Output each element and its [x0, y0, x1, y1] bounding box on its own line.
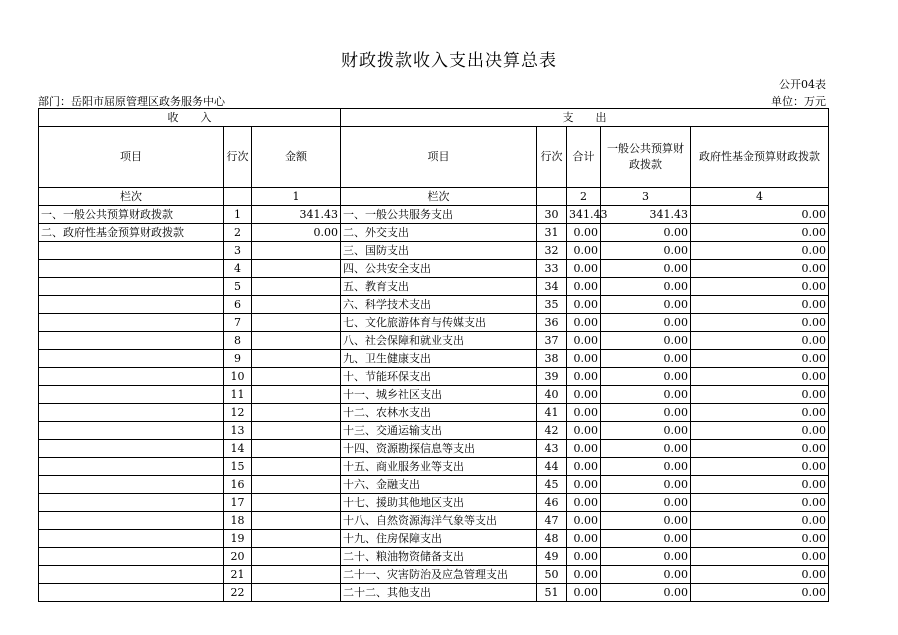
table-row	[39, 476, 829, 494]
total-cell: 0.00	[567, 494, 601, 512]
general-budget-cell: 0.00	[601, 296, 691, 314]
total-cell: 0.00	[567, 476, 601, 494]
income-item-cell	[39, 530, 224, 548]
expense-row-no-cell: 31	[537, 224, 567, 242]
expense-item-cell: 二十二、其他支出	[341, 584, 537, 602]
fund-budget-header: 政府性基金预算财政拨款	[691, 127, 829, 188]
total-cell: 0.00	[567, 332, 601, 350]
total-cell: 0.00	[567, 242, 601, 260]
expense-item-cell: 十、节能环保支出	[341, 368, 537, 386]
fund-budget-cell: 0.00	[691, 332, 829, 350]
table-row	[39, 332, 829, 350]
total-cell: 0.00	[567, 314, 601, 332]
fund-column-number: 4	[691, 188, 829, 206]
income-amount-cell	[252, 314, 341, 332]
total-cell: 0.00	[567, 566, 601, 584]
income-column-number: 1	[252, 188, 341, 206]
fund-budget-cell: 0.00	[691, 368, 829, 386]
income-item-cell	[39, 404, 224, 422]
general-budget-cell: 0.00	[601, 386, 691, 404]
total-cell: 0.00	[567, 458, 601, 476]
expense-item-cell: 二、外交支出	[341, 224, 537, 242]
fund-budget-cell: 0.00	[691, 242, 829, 260]
income-item-cell	[39, 260, 224, 278]
general-budget-cell: 0.00	[601, 332, 691, 350]
general-budget-cell: 0.00	[601, 548, 691, 566]
income-item-cell	[39, 332, 224, 350]
income-amount-cell: 341.43	[252, 206, 341, 224]
total-cell: 0.00	[567, 350, 601, 368]
general-column-number: 3	[601, 188, 691, 206]
expense-item-header: 项目	[341, 127, 537, 188]
fund-budget-cell: 0.00	[691, 404, 829, 422]
income-amount-cell	[252, 584, 341, 602]
expense-item-cell: 十六、金融支出	[341, 476, 537, 494]
table-row	[39, 530, 829, 548]
income-row-no-cell: 18	[224, 512, 252, 530]
income-row-no-cell: 4	[224, 260, 252, 278]
expense-row-no-cell: 47	[537, 512, 567, 530]
income-row-no-cell: 6	[224, 296, 252, 314]
expense-item-cell: 二十一、灾害防治及应急管理支出	[341, 566, 537, 584]
expense-column-label: 栏次	[341, 188, 537, 206]
empty-cell	[537, 188, 567, 206]
fund-budget-cell: 0.00	[691, 566, 829, 584]
fund-budget-cell: 0.00	[691, 224, 829, 242]
fund-budget-cell: 0.00	[691, 512, 829, 530]
expense-item-cell: 一、一般公共服务支出	[341, 206, 537, 224]
expense-item-cell: 十三、交通运输支出	[341, 422, 537, 440]
income-item-cell	[39, 548, 224, 566]
form-code: 公开04表	[779, 78, 826, 91]
income-row-no-cell: 19	[224, 530, 252, 548]
general-budget-cell: 0.00	[601, 368, 691, 386]
general-budget-cell: 0.00	[601, 314, 691, 332]
income-amount-cell	[252, 278, 341, 296]
fund-budget-cell: 0.00	[691, 314, 829, 332]
expense-row-no-cell: 43	[537, 440, 567, 458]
total-cell: 0.00	[567, 296, 601, 314]
table-row	[39, 206, 829, 224]
table-row	[39, 224, 829, 242]
income-item-cell: 二、政府性基金预算财政拨款	[39, 224, 224, 242]
expense-row-no-cell: 51	[537, 584, 567, 602]
income-amount-cell	[252, 476, 341, 494]
fund-budget-cell: 0.00	[691, 548, 829, 566]
income-amount-cell	[252, 404, 341, 422]
fund-budget-cell: 0.00	[691, 458, 829, 476]
expense-item-cell: 十一、城乡社区支出	[341, 386, 537, 404]
table-row	[39, 512, 829, 530]
general-budget-cell: 0.00	[601, 584, 691, 602]
expense-row-no-header: 行次	[537, 127, 567, 188]
general-budget-cell: 0.00	[601, 260, 691, 278]
expense-item-cell: 十七、援助其他地区支出	[341, 494, 537, 512]
income-row-no-cell: 11	[224, 386, 252, 404]
empty-cell	[224, 188, 252, 206]
income-amount-cell	[252, 530, 341, 548]
expense-row-no-cell: 46	[537, 494, 567, 512]
general-budget-cell: 0.00	[601, 224, 691, 242]
expense-row-no-cell: 48	[537, 530, 567, 548]
income-amount-cell	[252, 440, 341, 458]
income-item-cell	[39, 242, 224, 260]
income-item-cell	[39, 476, 224, 494]
department-label: 部门：岳阳市屈原管理区政务服务中心	[38, 95, 225, 108]
income-amount-cell	[252, 350, 341, 368]
income-amount-cell	[252, 422, 341, 440]
expense-row-no-cell: 41	[537, 404, 567, 422]
expense-row-no-cell: 40	[537, 386, 567, 404]
fund-budget-cell: 0.00	[691, 296, 829, 314]
expense-item-cell: 十二、农林水支出	[341, 404, 537, 422]
total-column-number: 2	[567, 188, 601, 206]
fund-budget-cell: 0.00	[691, 260, 829, 278]
income-row-no-cell: 16	[224, 476, 252, 494]
expense-row-no-cell: 30	[537, 206, 567, 224]
fund-budget-cell: 0.00	[691, 440, 829, 458]
income-row-no-cell: 8	[224, 332, 252, 350]
income-amount-cell	[252, 332, 341, 350]
income-item-cell	[39, 314, 224, 332]
income-row-no-cell: 15	[224, 458, 252, 476]
income-amount-cell	[252, 512, 341, 530]
general-budget-cell: 0.00	[601, 494, 691, 512]
income-amount-cell	[252, 566, 341, 584]
income-amount-cell	[252, 242, 341, 260]
fund-budget-cell: 0.00	[691, 494, 829, 512]
income-row-no-cell: 1	[224, 206, 252, 224]
expense-row-no-cell: 45	[537, 476, 567, 494]
expense-item-cell: 十八、自然资源海洋气象等支出	[341, 512, 537, 530]
income-item-cell	[39, 386, 224, 404]
expense-item-cell: 五、教育支出	[341, 278, 537, 296]
expense-row-no-cell: 38	[537, 350, 567, 368]
total-cell: 0.00	[567, 440, 601, 458]
table-row	[39, 260, 829, 278]
general-budget-cell: 341.43	[601, 206, 691, 224]
total-cell: 0.00	[567, 404, 601, 422]
income-amount-cell	[252, 368, 341, 386]
expense-item-cell: 六、科学技术支出	[341, 296, 537, 314]
expense-section-header: 支 出	[341, 109, 829, 127]
table-row	[39, 314, 829, 332]
table-row	[39, 458, 829, 476]
fund-budget-cell: 0.00	[691, 530, 829, 548]
total-cell: 341.43	[567, 206, 601, 224]
table-row	[39, 296, 829, 314]
total-cell: 0.00	[567, 224, 601, 242]
expense-row-no-cell: 44	[537, 458, 567, 476]
income-item-cell	[39, 278, 224, 296]
expense-row-no-cell: 35	[537, 296, 567, 314]
table-row	[39, 422, 829, 440]
fund-budget-cell: 0.00	[691, 350, 829, 368]
income-item-cell	[39, 296, 224, 314]
general-budget-cell: 0.00	[601, 242, 691, 260]
expense-row-no-cell: 50	[537, 566, 567, 584]
table-row	[39, 242, 829, 260]
income-row-no-cell: 13	[224, 422, 252, 440]
expense-item-cell: 九、卫生健康支出	[341, 350, 537, 368]
general-budget-cell: 0.00	[601, 476, 691, 494]
income-row-no-cell: 21	[224, 566, 252, 584]
income-item-cell: 一、一般公共预算财政拨款	[39, 206, 224, 224]
income-item-cell	[39, 350, 224, 368]
general-budget-header: 一般公共预算财政拨款	[601, 127, 691, 188]
total-header: 合计	[567, 127, 601, 188]
income-amount-cell	[252, 296, 341, 314]
income-item-cell	[39, 584, 224, 602]
income-item-cell	[39, 494, 224, 512]
table-row	[39, 278, 829, 296]
income-amount-cell	[252, 458, 341, 476]
table-row	[39, 440, 829, 458]
general-budget-cell: 0.00	[601, 278, 691, 296]
expense-row-no-cell: 33	[537, 260, 567, 278]
general-budget-cell: 0.00	[601, 422, 691, 440]
fund-budget-cell: 0.00	[691, 206, 829, 224]
income-row-no-cell: 7	[224, 314, 252, 332]
income-item-cell	[39, 458, 224, 476]
income-item-cell	[39, 566, 224, 584]
expense-item-cell: 八、社会保障和就业支出	[341, 332, 537, 350]
table-row	[39, 404, 829, 422]
expense-item-cell: 二十、粮油物资储备支出	[341, 548, 537, 566]
income-section-header: 收 入	[39, 109, 341, 127]
expense-item-cell: 七、文化旅游体育与传媒支出	[341, 314, 537, 332]
total-cell: 0.00	[567, 584, 601, 602]
income-item-cell	[39, 368, 224, 386]
income-row-no-header: 行次	[224, 127, 252, 188]
expense-item-cell: 十九、住房保障支出	[341, 530, 537, 548]
income-row-no-cell: 5	[224, 278, 252, 296]
expense-item-cell: 十四、资源勘探信息等支出	[341, 440, 537, 458]
fund-budget-cell: 0.00	[691, 584, 829, 602]
income-row-no-cell: 14	[224, 440, 252, 458]
income-amount-cell	[252, 386, 341, 404]
total-cell: 0.00	[567, 512, 601, 530]
income-item-cell	[39, 422, 224, 440]
expense-row-no-cell: 39	[537, 368, 567, 386]
expense-item-cell: 十五、商业服务业等支出	[341, 458, 537, 476]
table-row	[39, 350, 829, 368]
table-row	[39, 566, 829, 584]
unit-label: 单位：万元	[771, 95, 826, 108]
total-cell: 0.00	[567, 368, 601, 386]
expense-row-no-cell: 42	[537, 422, 567, 440]
income-amount-cell	[252, 494, 341, 512]
income-amount-cell: 0.00	[252, 224, 341, 242]
general-budget-cell: 0.00	[601, 566, 691, 584]
general-budget-cell: 0.00	[601, 440, 691, 458]
income-amount-cell	[252, 548, 341, 566]
fund-budget-cell: 0.00	[691, 386, 829, 404]
income-amount-cell	[252, 260, 341, 278]
general-budget-cell: 0.00	[601, 512, 691, 530]
expense-row-no-cell: 32	[537, 242, 567, 260]
general-budget-cell: 0.00	[601, 350, 691, 368]
total-cell: 0.00	[567, 530, 601, 548]
general-budget-cell: 0.00	[601, 530, 691, 548]
expense-row-no-cell: 34	[537, 278, 567, 296]
page-title: 财政拨款收入支出决算总表	[341, 51, 557, 71]
expense-row-no-cell: 36	[537, 314, 567, 332]
expense-item-cell: 三、国防支出	[341, 242, 537, 260]
income-row-no-cell: 22	[224, 584, 252, 602]
table-row	[39, 584, 829, 602]
expense-item-cell: 四、公共安全支出	[341, 260, 537, 278]
table-row	[39, 494, 829, 512]
table-row	[39, 548, 829, 566]
fund-budget-cell: 0.00	[691, 422, 829, 440]
total-cell: 0.00	[567, 422, 601, 440]
total-cell: 0.00	[567, 386, 601, 404]
income-row-no-cell: 20	[224, 548, 252, 566]
income-item-header: 项目	[39, 127, 224, 188]
income-row-no-cell: 17	[224, 494, 252, 512]
income-row-no-cell: 2	[224, 224, 252, 242]
fund-budget-cell: 0.00	[691, 476, 829, 494]
table-row	[39, 368, 829, 386]
total-cell: 0.00	[567, 548, 601, 566]
income-row-no-cell: 10	[224, 368, 252, 386]
income-row-no-cell: 9	[224, 350, 252, 368]
general-budget-cell: 0.00	[601, 458, 691, 476]
budget-table	[38, 108, 829, 602]
income-column-label: 栏次	[39, 188, 224, 206]
total-cell: 0.00	[567, 278, 601, 296]
income-row-no-cell: 3	[224, 242, 252, 260]
total-cell: 0.00	[567, 260, 601, 278]
fund-budget-cell: 0.00	[691, 278, 829, 296]
expense-row-no-cell: 37	[537, 332, 567, 350]
table-row	[39, 386, 829, 404]
income-row-no-cell: 12	[224, 404, 252, 422]
income-amount-header: 金额	[252, 127, 341, 188]
general-budget-cell: 0.00	[601, 404, 691, 422]
income-item-cell	[39, 512, 224, 530]
expense-row-no-cell: 49	[537, 548, 567, 566]
income-item-cell	[39, 440, 224, 458]
